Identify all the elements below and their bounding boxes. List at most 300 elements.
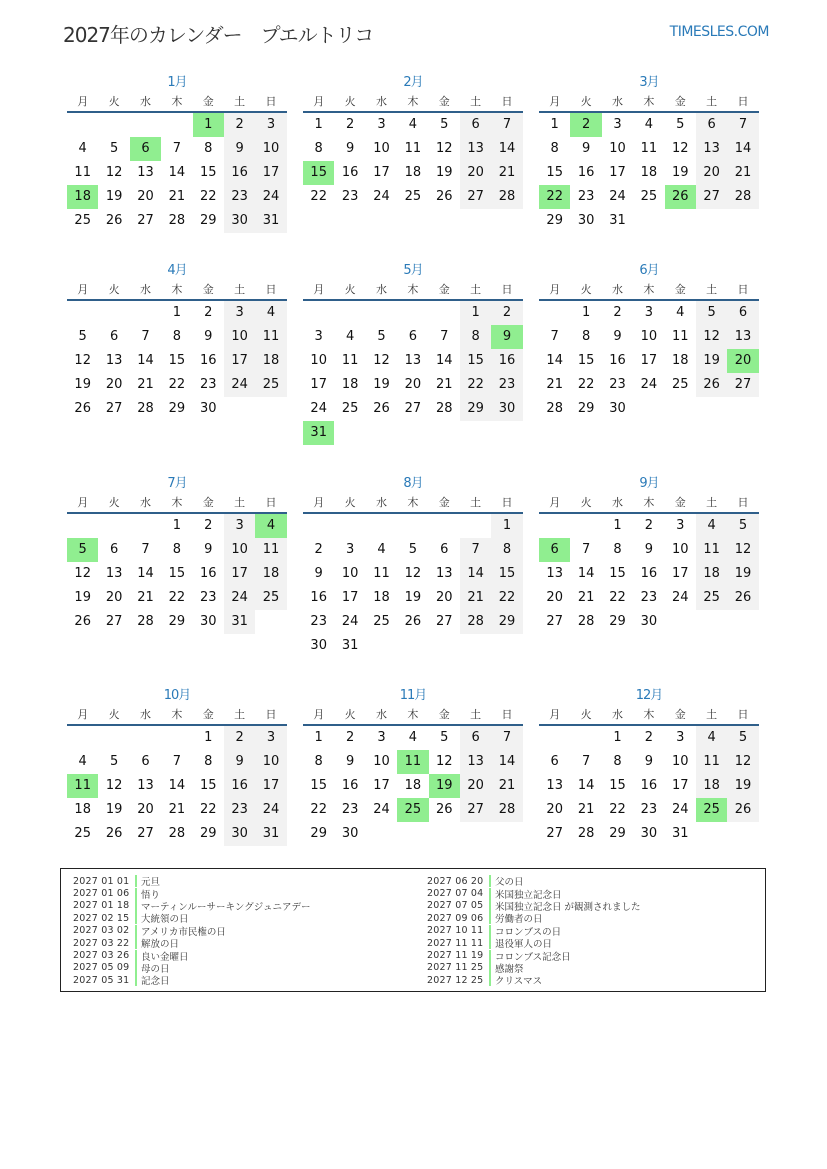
day-cell: 24 <box>255 185 286 209</box>
week-row <box>303 562 523 586</box>
holiday-row <box>73 949 311 961</box>
day-cell: 17 <box>671 566 689 581</box>
week-row <box>539 209 759 233</box>
holiday-day-cell: 22 <box>539 185 570 209</box>
week-row <box>539 750 759 774</box>
holiday-marker <box>489 888 491 900</box>
day-cell: 21 <box>168 189 186 204</box>
weekday-label: 月 <box>313 708 325 721</box>
holiday-date: 2027 01 18 <box>73 900 130 912</box>
day-cell: 5 <box>727 514 758 538</box>
day-cell: 15 <box>546 165 563 180</box>
week-row <box>67 373 287 397</box>
day-cell: 7 <box>491 113 522 137</box>
day-cell: 16 <box>577 165 595 180</box>
empty-cell <box>397 421 428 445</box>
week-row <box>303 113 523 137</box>
holiday-name: 退役軍人の日 <box>495 939 553 951</box>
day-cell: 19 <box>105 189 123 204</box>
day-cell: 15 <box>310 778 327 793</box>
site-logo[interactable]: TIMESLES.COM <box>669 24 769 40</box>
weekday-label: 土 <box>706 708 718 721</box>
empty-cell <box>491 634 522 658</box>
holiday-marker <box>489 937 491 949</box>
holiday-day-cell: 20 <box>727 349 758 373</box>
holiday-date: 2027 02 15 <box>73 912 130 924</box>
week-row <box>67 113 287 137</box>
holiday-day-cell: 26 <box>665 185 696 209</box>
holiday-row <box>73 974 311 986</box>
day-cell: 23 <box>199 590 217 605</box>
day-cell: 17 <box>373 778 390 793</box>
week-row <box>67 610 287 634</box>
day-cell: 22 <box>199 802 217 817</box>
day-cell: 3 <box>224 514 255 538</box>
month-1 <box>67 74 287 233</box>
day-cell: 3 <box>345 542 355 557</box>
empty-cell <box>161 726 192 750</box>
weekday-label: 木 <box>407 708 419 721</box>
day-cell: 3 <box>377 117 386 132</box>
day-cell: 27 <box>435 614 453 629</box>
day-cell: 12 <box>727 538 758 562</box>
day-cell: 3 <box>314 329 323 344</box>
day-cell: 23 <box>341 189 359 204</box>
empty-cell <box>397 514 428 538</box>
holiday-date: 2027 01 01 <box>73 875 130 887</box>
weekday-label: 日 <box>501 496 513 509</box>
month-title: 8月 <box>403 476 423 491</box>
holiday-day-cell: 25 <box>696 798 727 822</box>
holiday-name: 米国独立記念日 <box>495 889 562 901</box>
weekday-label: 月 <box>549 283 561 296</box>
day-cell: 15 <box>168 353 186 368</box>
holiday-day-cell: 6 <box>539 538 570 562</box>
day-cell: 7 <box>491 726 522 750</box>
holiday-row <box>73 900 311 912</box>
day-cell: 5 <box>109 754 119 769</box>
empty-cell <box>366 301 397 325</box>
week-row <box>539 325 759 349</box>
day-cell: 15 <box>460 349 491 373</box>
weekday-label: 日 <box>501 283 513 296</box>
day-cell: 13 <box>546 566 563 581</box>
day-cell: 1 <box>613 518 622 533</box>
day-cell: 2 <box>224 726 255 750</box>
day-cell: 12 <box>404 566 422 581</box>
day-cell: 9 <box>581 141 591 156</box>
weekday-label: 木 <box>407 95 419 108</box>
day-cell: 8 <box>204 754 213 769</box>
weekday-label: 土 <box>234 95 246 108</box>
holiday-row <box>73 925 311 937</box>
day-cell: 29 <box>546 213 563 228</box>
day-cell: 5 <box>696 301 727 325</box>
empty-cell <box>727 822 758 846</box>
weekday-label: 月 <box>549 496 561 509</box>
day-cell: 30 <box>640 614 658 629</box>
holiday-date: 2027 05 09 <box>73 962 130 974</box>
month-10 <box>67 687 287 846</box>
week-row <box>303 301 523 325</box>
weekday-label: 日 <box>737 496 749 509</box>
day-cell: 18 <box>341 377 359 392</box>
holiday-row <box>427 900 641 912</box>
day-cell: 17 <box>341 590 359 605</box>
day-cell: 28 <box>491 185 522 209</box>
empty-cell <box>539 726 570 750</box>
week-row <box>67 586 287 610</box>
day-cell: 1 <box>314 730 323 745</box>
day-cell: 11 <box>696 538 727 562</box>
day-cell: 30 <box>224 822 255 846</box>
weekday-label: 月 <box>77 708 89 721</box>
weekday-header <box>67 92 287 111</box>
weekday-label: 水 <box>611 496 623 509</box>
day-cell: 12 <box>435 141 453 156</box>
day-cell: 23 <box>640 802 658 817</box>
weekday-label: 日 <box>265 283 277 296</box>
day-cell: 8 <box>491 538 522 562</box>
day-cell: 26 <box>105 213 123 228</box>
day-cell: 1 <box>172 518 181 533</box>
day-cell: 18 <box>671 353 689 368</box>
day-cell: 28 <box>577 614 595 629</box>
day-cell: 9 <box>345 754 355 769</box>
week-row <box>303 726 523 750</box>
week-row <box>539 349 759 373</box>
day-cell: 6 <box>727 301 758 325</box>
day-cell: 26 <box>727 798 758 822</box>
day-cell: 21 <box>435 377 453 392</box>
day-cell: 15 <box>168 566 186 581</box>
empty-cell <box>727 397 758 421</box>
day-cell: 16 <box>224 774 255 798</box>
day-cell: 19 <box>671 165 689 180</box>
week-row <box>303 325 523 349</box>
weekday-label: 木 <box>407 496 419 509</box>
day-cell: 18 <box>404 165 422 180</box>
day-cell: 10 <box>373 754 390 769</box>
day-cell: 26 <box>435 189 453 204</box>
weekday-label: 月 <box>77 496 89 509</box>
month-4 <box>67 262 287 421</box>
day-cell: 18 <box>404 778 422 793</box>
day-cell: 16 <box>199 566 217 581</box>
day-cell: 24 <box>373 802 390 817</box>
day-cell: 14 <box>491 137 522 161</box>
day-cell: 14 <box>546 353 563 368</box>
day-cell: 3 <box>676 730 685 745</box>
day-cell: 10 <box>341 566 359 581</box>
day-cell: 12 <box>105 165 123 180</box>
day-cell: 15 <box>199 778 217 793</box>
day-cell: 9 <box>204 329 213 344</box>
day-cell: 12 <box>671 141 689 156</box>
weekday-header <box>67 493 287 512</box>
day-cell: 2 <box>314 542 323 557</box>
day-cell: 22 <box>310 802 327 817</box>
weekday-label: 木 <box>643 283 655 296</box>
holiday-day-cell: 1 <box>193 113 224 137</box>
day-cell: 31 <box>341 638 359 653</box>
day-cell: 5 <box>78 329 87 344</box>
weekday-label: 水 <box>139 95 151 108</box>
day-cell: 27 <box>105 401 123 416</box>
day-cell: 9 <box>224 750 255 774</box>
day-cell: 4 <box>408 730 417 745</box>
day-cell: 18 <box>696 774 727 798</box>
month-title: 9月 <box>639 476 659 491</box>
day-cell: 29 <box>310 826 327 841</box>
holiday-name: アメリカ市民権の日 <box>141 926 226 938</box>
day-cell: 6 <box>109 542 119 557</box>
week-row <box>539 113 759 137</box>
day-cell: 29 <box>168 401 186 416</box>
empty-cell <box>429 514 460 538</box>
day-cell: 11 <box>671 329 689 344</box>
day-cell: 21 <box>727 161 758 185</box>
day-cell: 7 <box>141 542 150 557</box>
day-cell: 17 <box>640 353 658 368</box>
holiday-date: 2027 01 06 <box>73 888 130 900</box>
day-cell: 16 <box>224 161 255 185</box>
day-cell: 1 <box>204 730 213 745</box>
day-cell: 18 <box>74 802 91 817</box>
holiday-day-cell: 2 <box>570 113 601 137</box>
month-12 <box>539 687 759 846</box>
holiday-marker <box>489 900 491 912</box>
day-cell: 4 <box>644 117 653 132</box>
day-cell: 17 <box>255 774 286 798</box>
weekday-label: 水 <box>139 708 151 721</box>
day-cell: 8 <box>172 329 181 344</box>
day-cell: 27 <box>696 185 727 209</box>
day-cell: 6 <box>696 113 727 137</box>
holiday-name: 父の日 <box>495 877 524 889</box>
page-title: 2027年のカレンダー プエルトリコ <box>63 23 374 47</box>
day-cell: 20 <box>404 377 422 392</box>
day-cell: 17 <box>671 778 689 793</box>
weekday-label: 火 <box>108 283 120 296</box>
empty-cell <box>334 514 365 538</box>
week-row <box>67 301 287 325</box>
day-cell: 14 <box>727 137 758 161</box>
day-cell: 28 <box>435 401 453 416</box>
week-row <box>539 397 759 421</box>
holiday-date: 2027 05 31 <box>73 974 130 986</box>
weekday-label: 月 <box>313 496 325 509</box>
week-row <box>539 822 759 846</box>
day-cell: 13 <box>460 137 491 161</box>
day-cell: 8 <box>204 141 213 156</box>
holiday-row <box>73 912 311 924</box>
day-cell: 15 <box>609 778 626 793</box>
week-row <box>67 538 287 562</box>
day-cell: 31 <box>609 213 626 228</box>
empty-cell <box>460 822 491 846</box>
day-cell: 21 <box>546 377 563 392</box>
empty-cell <box>570 726 601 750</box>
day-cell: 2 <box>644 730 653 745</box>
weekday-label: 土 <box>470 708 482 721</box>
day-cell: 4 <box>255 301 286 325</box>
day-cell: 19 <box>435 165 453 180</box>
month-7 <box>67 475 287 634</box>
weekday-label: 木 <box>171 95 183 108</box>
weekday-label: 金 <box>202 95 214 108</box>
weekday-label: 水 <box>375 283 387 296</box>
month-3 <box>539 74 759 233</box>
week-row <box>67 822 287 846</box>
month-title: 6月 <box>639 263 659 278</box>
day-cell: 8 <box>314 754 323 769</box>
weekday-header <box>303 493 523 512</box>
week-row <box>67 514 287 538</box>
day-cell: 12 <box>74 353 91 368</box>
day-cell: 20 <box>460 774 491 798</box>
day-cell: 25 <box>74 213 91 228</box>
empty-cell <box>696 397 727 421</box>
day-cell: 27 <box>137 826 154 841</box>
day-cell: 28 <box>577 826 595 841</box>
month-title: 12月 <box>635 688 663 703</box>
weekday-header <box>67 280 287 299</box>
day-cell: 29 <box>168 614 186 629</box>
holiday-marker <box>135 875 137 887</box>
day-cell: 5 <box>676 117 685 132</box>
day-cell: 11 <box>404 141 422 156</box>
week-row <box>303 421 523 445</box>
day-cell: 7 <box>172 754 181 769</box>
weekday-label: 火 <box>108 708 120 721</box>
weekday-label: 日 <box>265 708 277 721</box>
day-cell: 28 <box>491 798 522 822</box>
week-row <box>303 514 523 538</box>
day-cell: 4 <box>696 726 727 750</box>
day-cell: 21 <box>137 590 154 605</box>
day-cell: 21 <box>460 586 491 610</box>
day-cell: 9 <box>644 542 653 557</box>
day-cell: 5 <box>440 117 449 132</box>
day-cell: 17 <box>224 349 255 373</box>
empty-cell <box>98 301 129 325</box>
holiday-row <box>73 962 311 974</box>
month-11 <box>303 687 523 846</box>
day-cell: 24 <box>373 189 390 204</box>
day-cell: 17 <box>310 377 327 392</box>
weekday-label: 木 <box>171 708 183 721</box>
day-cell: 12 <box>373 353 390 368</box>
day-cell: 21 <box>577 590 595 605</box>
day-cell: 1 <box>314 117 323 132</box>
weekday-label: 水 <box>611 95 623 108</box>
holiday-date: 2027 11 11 <box>427 937 484 949</box>
weekday-label: 木 <box>643 95 655 108</box>
day-cell: 31 <box>255 209 286 233</box>
empty-cell <box>539 514 570 538</box>
day-cell: 15 <box>577 353 595 368</box>
day-cell: 27 <box>460 185 491 209</box>
day-cell: 29 <box>460 397 491 421</box>
day-cell: 21 <box>168 802 186 817</box>
day-cell: 28 <box>137 401 154 416</box>
weekday-header <box>539 705 759 724</box>
holiday-date: 2027 11 25 <box>427 962 484 974</box>
day-cell: 6 <box>550 754 559 769</box>
day-cell: 8 <box>613 542 622 557</box>
weekday-label: 火 <box>108 95 120 108</box>
day-cell: 11 <box>373 566 390 581</box>
empty-cell <box>397 301 428 325</box>
day-cell: 28 <box>460 610 491 634</box>
day-cell: 6 <box>460 113 491 137</box>
day-cell: 22 <box>199 189 217 204</box>
empty-cell <box>429 301 460 325</box>
day-cell: 13 <box>435 566 453 581</box>
day-cell: 6 <box>460 726 491 750</box>
day-cell: 5 <box>408 542 417 557</box>
day-cell: 19 <box>105 802 123 817</box>
day-cell: 25 <box>255 373 286 397</box>
holiday-row <box>427 875 641 887</box>
holiday-row <box>427 962 641 974</box>
week-row <box>303 610 523 634</box>
weekday-label: 日 <box>501 95 513 108</box>
weekday-label: 金 <box>674 496 686 509</box>
day-cell: 18 <box>640 165 658 180</box>
day-cell: 18 <box>255 562 286 586</box>
day-cell: 6 <box>109 329 119 344</box>
empty-cell <box>366 822 397 846</box>
day-cell: 26 <box>74 614 91 629</box>
day-cell: 1 <box>613 730 622 745</box>
day-cell: 13 <box>460 750 491 774</box>
day-cell: 14 <box>460 562 491 586</box>
week-row <box>303 798 523 822</box>
day-cell: 11 <box>255 325 286 349</box>
holiday-date: 2027 07 04 <box>427 888 484 900</box>
weekday-header <box>539 493 759 512</box>
day-cell: 24 <box>224 586 255 610</box>
holiday-marker <box>135 974 137 986</box>
empty-cell <box>67 514 98 538</box>
day-cell: 16 <box>609 353 626 368</box>
month-title: 4月 <box>167 263 187 278</box>
week-row <box>303 373 523 397</box>
day-cell: 22 <box>609 590 626 605</box>
day-cell: 30 <box>640 826 658 841</box>
weekday-label: 火 <box>108 496 120 509</box>
month-title: 11月 <box>399 688 427 703</box>
day-cell: 22 <box>168 590 186 605</box>
day-cell: 21 <box>577 802 595 817</box>
day-cell: 24 <box>609 189 626 204</box>
weekday-label: 木 <box>171 496 183 509</box>
holiday-date: 2027 09 06 <box>427 912 484 924</box>
day-cell: 14 <box>577 566 595 581</box>
day-cell: 16 <box>199 353 217 368</box>
day-cell: 24 <box>224 373 255 397</box>
week-row <box>539 798 759 822</box>
day-cell: 16 <box>341 165 359 180</box>
day-cell: 13 <box>137 778 154 793</box>
day-cell: 29 <box>577 401 595 416</box>
day-cell: 25 <box>696 586 727 610</box>
day-cell: 11 <box>341 353 359 368</box>
weekday-label: 木 <box>171 283 183 296</box>
month-2 <box>303 74 523 209</box>
